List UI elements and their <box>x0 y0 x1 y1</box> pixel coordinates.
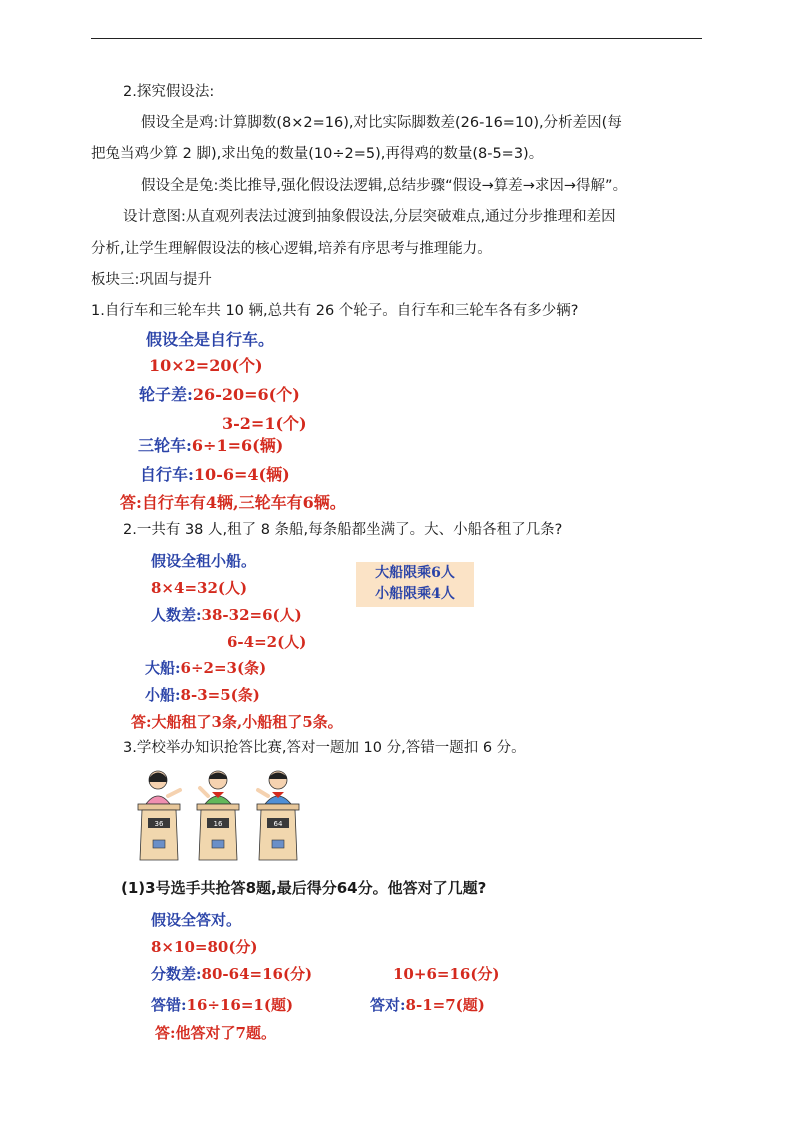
calc-line <box>145 684 260 705</box>
calc-line <box>139 382 300 405</box>
boat-capacity-note <box>356 562 474 607</box>
calc-label: 轮子差: <box>139 385 193 404</box>
contestant-figure <box>258 771 291 804</box>
quiz-contestants-illustration <box>132 766 304 866</box>
problem-question: 2.一共有 38 人,租了 8 条船,每条船都坐满了。大、小船各租了几条? <box>123 522 563 538</box>
assumption-text: 假设全答对。 <box>151 911 242 929</box>
contestant-figure <box>146 771 180 804</box>
calc-line: 3-2=1(个) <box>222 414 307 433</box>
podium-score: 36 <box>154 820 164 828</box>
calc-expression: 38-32=6(人) <box>201 606 302 624</box>
answer-text: 答:大船租了3条,小船租了5条。 <box>131 713 343 731</box>
calc-label: 小船: <box>145 686 181 704</box>
calc-label: 答对: <box>370 996 406 1014</box>
calc-expression: 6÷2=3(条) <box>180 659 267 677</box>
calc-expression: 26-20=6(个) <box>192 385 300 404</box>
block-title: 板块三:巩固与提升 <box>91 272 212 288</box>
design-intent-line: 分析,让学生理解假设法的核心逻辑,培养有序思考与推理能力。 <box>91 241 492 257</box>
calc-line <box>151 963 312 984</box>
podium <box>138 804 180 860</box>
podium <box>257 804 299 860</box>
sub-question: (1)3号选手共抢答8题,最后得分64分。他答对了几题? <box>121 879 487 897</box>
calc-label: 自行车: <box>140 465 194 484</box>
calc-label: 分数差: <box>151 965 202 983</box>
calc-line: 10+6=16(分) <box>393 965 500 983</box>
answer-text: 答:自行车有4辆,三轮车有6辆。 <box>120 493 346 512</box>
calc-line <box>151 994 293 1015</box>
calc-expression: 10-6=4(辆) <box>193 465 290 484</box>
paragraph-line: 假设全是兔:类比推导,强化假设法逻辑,总结步骤“假设→算差→求因→得解”。 <box>141 178 628 194</box>
calc-line: 8×10=80(分) <box>151 938 258 956</box>
note-line: 小船限乘4人 <box>375 586 455 602</box>
contestant-figure <box>200 771 231 804</box>
header-rule <box>91 38 702 39</box>
section-heading: 2.探究假设法: <box>123 84 215 100</box>
note-line: 大船限乘6人 <box>375 565 455 581</box>
calc-expression: 16÷16=1(题) <box>186 996 294 1014</box>
problem-question: 1.自行车和三轮车共 10 辆,总共有 26 个轮子。自行车和三轮车各有多少辆? <box>91 303 579 319</box>
answer-text: 答:他答对了7题。 <box>155 1024 276 1042</box>
podium-score: 16 <box>213 820 223 828</box>
paragraph-line: 把兔当鸡少算 2 脚),求出兔的数量(10÷2=5),再得鸡的数量(8-5=3)。 <box>91 146 544 162</box>
calc-line <box>140 462 290 485</box>
calc-label: 大船: <box>145 659 181 677</box>
calc-expression: 6÷1=6(辆) <box>191 436 284 455</box>
assumption-text: 假设全租小船。 <box>151 552 257 570</box>
calc-line: 10×2=20(个) <box>149 356 263 375</box>
design-intent-line: 设计意图:从直观列表法过渡到抽象假设法,分层突破难点,通过分步推理和差因 <box>123 209 616 225</box>
calc-label: 人数差: <box>151 606 202 624</box>
calc-line: 6-4=2(人) <box>227 633 307 651</box>
calc-line <box>151 604 302 625</box>
podium <box>197 804 239 860</box>
problem-question: 3.学校举办知识抢答比赛,答对一题加 10 分,答错一题扣 6 分。 <box>123 740 526 756</box>
calc-line: 8×4=32(人) <box>151 579 248 597</box>
podium-score: 64 <box>273 820 283 828</box>
calc-expression: 8-3=5(条) <box>180 686 260 704</box>
calc-expression: 8-1=7(题) <box>405 996 485 1014</box>
calc-line <box>138 433 283 456</box>
calc-expression: 80-64=16(分) <box>201 965 313 983</box>
calc-label: 答错: <box>151 996 187 1014</box>
calc-line <box>370 994 485 1015</box>
calc-line <box>145 657 266 678</box>
calc-label: 三轮车: <box>138 436 192 455</box>
assumption-text: 假设全是自行车。 <box>146 330 275 349</box>
paragraph-line: 假设全是鸡:计算脚数(8×2=16),对比实际脚数差(26-16=10),分析差因(每 <box>141 115 622 131</box>
